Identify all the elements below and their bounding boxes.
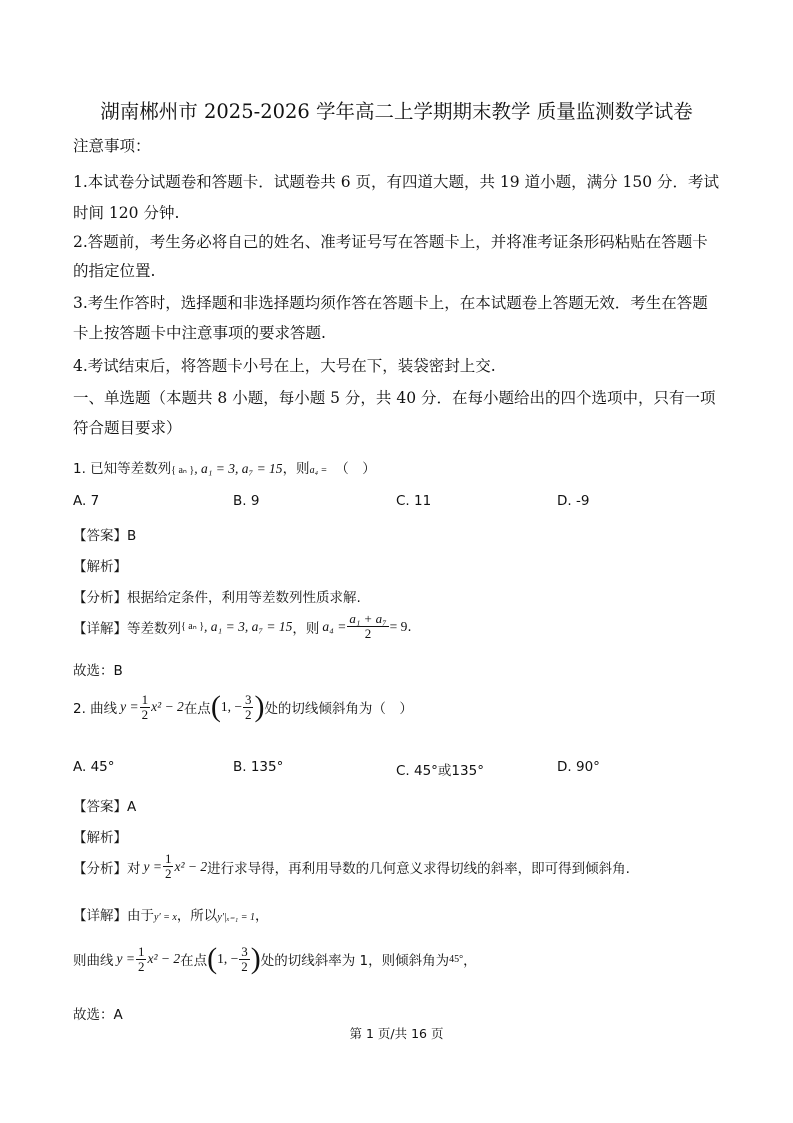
fraction: $\frac{3}{2}$ [241, 943, 248, 974]
analysis-label: 【解析】 [73, 559, 127, 575]
notice-heading: 注意事项： [73, 137, 151, 155]
option-d: D. 90° [557, 759, 600, 775]
note-line: 1.本试卷分试题卷和答题卡．试题卷共 6 页，有四道大题，共 19 道小题，满分 150 分．考试 [73, 173, 720, 191]
fraction: $\frac{1}{2}$ [141, 691, 149, 722]
choose-line: 故选：A [73, 1007, 123, 1023]
option-b: B. 9 [233, 493, 260, 509]
page-title: 湖南郴州市 2025-2026 学年高二上学期期末教学 质量监测数学试卷 [100, 100, 693, 123]
analysis-line: 则曲线 y = $\frac{1}{2}$ x² − 2 在点 ( 1, − $\frac{3}{2}$ ) 处的切线斜率为 1，则倾斜角为 45° ， [73, 942, 477, 975]
option-c: C. 45°或135° [396, 763, 484, 779]
fraction: $\frac{3}{2}$ [244, 691, 252, 722]
note-line: 2.答题前，考生务必将自己的姓名、准考证号写在答题卡上，并将准考证条形码粘贴在答题卡 [73, 233, 708, 251]
option-d: D. -9 [557, 493, 590, 509]
analysis-xiangjie: 【详解】由于y′ = x，所以y′|ₓ₌₁ = 1， [73, 908, 269, 924]
fraction: $\frac{1}{2}$ [164, 851, 172, 881]
choose-line: 故选：B [73, 663, 123, 679]
answer-label: 【答案】B [73, 528, 137, 544]
analysis-fenxi: 【分析】对 y = $\frac{1}{2}$ x² − 2 进行求导得，再利用导数的几何意义求得切线的斜率，即可得到倾斜角. [73, 851, 630, 881]
note-line: 时间 120 分钟. [73, 204, 180, 222]
option-a: A. 45° [73, 759, 115, 775]
page-footer: 第 1 页/共 16 页 [349, 1026, 444, 1041]
analysis-label: 【解析】 [73, 830, 127, 846]
note-line: 3.考生作答时，选择题和非选择题均须作答在答题卡上，在本试题卷上答题无效．考生在答题 [73, 294, 708, 312]
fraction: $\frac{1}{2}$ [137, 943, 145, 974]
option-c: C. 11 [396, 493, 432, 509]
analysis-xiangjie: 【详解】等差数列 { aₙ } , a₁ = 3, a₇ = 15 ，则 a₄ = $\frac{\text{a₁ + a₇}}{2}$ = 9 . [73, 611, 412, 641]
option-b: B. 135° [233, 759, 284, 775]
note-line: 的指定位置. [73, 262, 156, 280]
option-a: A. 7 [73, 493, 100, 509]
question-2: 2. 曲线 y = $\frac{1}{2}$ x² − 2 在点 ( 1, − $\frac{3}{2}$ ) 处的切线倾斜角为（ ） [73, 690, 413, 723]
section-heading: 一、单选题（本题共 8 小题，每小题 5 分，共 40 分．在每小题给出的四个选项中，只有一项 [73, 389, 716, 407]
analysis-fenxi: 【分析】根据给定条件，利用等差数列性质求解. [73, 590, 361, 606]
answer-label: 【答案】A [73, 799, 137, 815]
note-line: 4.考试结束后，将答题卡小号在上，大号在下，装袋密封上交. [73, 357, 496, 375]
note-line: 卡上按答题卡中注意事项的要求答题. [73, 324, 326, 342]
question-1: 1. 已知等差数列{ aₙ }, a₁ = 3, a₇ = 15，则a₄ = （ ） [73, 461, 376, 477]
section-heading: 符合题目要求） [73, 419, 182, 437]
fraction: $\frac{\text{a₁ + a₇}}{2}$ [349, 611, 387, 641]
